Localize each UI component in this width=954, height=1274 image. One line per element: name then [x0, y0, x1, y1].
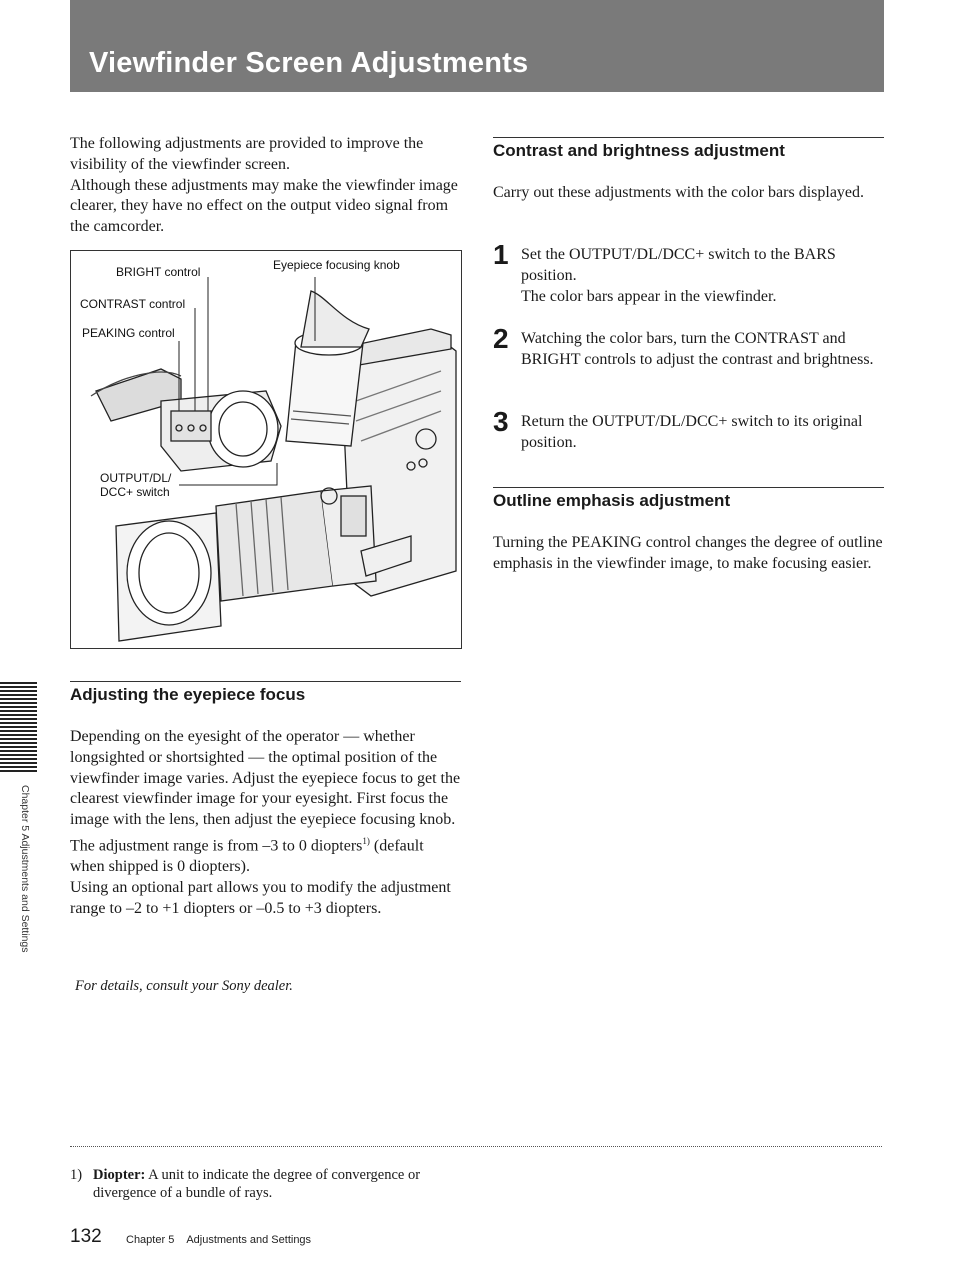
step-3	[493, 406, 885, 454]
outline-section-heading: Outline emphasis adjustment	[493, 487, 884, 511]
contrast-section-heading: Contrast and brightness adjustment	[493, 137, 884, 161]
eyepiece-paragraph-1-text: Depending on the eyesight of the operator — whether longsighted or shortsighted — the optimal position of the viewfinder image varies. Adjust the eyepiece focus to get the clearest viewfinder image for your eyesight. First focus the image with the lens, then adjust the eyepiece focusing knob. The adjustment range is from –3 to 0 diopters	[70, 728, 461, 855]
step-number: 3	[493, 406, 509, 437]
eyepiece-paragraph-1-tail: (default when shipped is 0 diopters).	[70, 837, 424, 876]
step-result: The color bars appear in the viewfinder.	[521, 287, 777, 305]
peaking-control-label: PEAKING control	[82, 326, 175, 340]
outline-section-body: Turning the PEAKING control changes the degree of outline emphasis in the viewfinder image, to make focusing easier.	[493, 534, 883, 572]
contrast-section-intro: Carry out these adjustments with the color bars displayed.	[493, 184, 865, 201]
output-switch-label	[100, 471, 171, 499]
contrast-control-label: CONTRAST control	[80, 297, 186, 311]
footer-chapter-title: Adjustments and Settings	[186, 1234, 312, 1246]
footer-chapter	[126, 1234, 311, 1246]
camcorder-figure	[70, 250, 462, 649]
chapter-side-label: Chapter 5 Adjustments and Settings	[19, 785, 31, 953]
eyepiece-knob-label: Eyepiece focusing knob	[273, 258, 400, 272]
step-text: Watching the color bars, turn the CONTRAST and BRIGHT controls to adjust the contrast and brightness.	[521, 330, 874, 368]
step-1	[493, 239, 885, 307]
step-number: 2	[493, 323, 509, 354]
footnote-term: Diopter:	[93, 1167, 146, 1183]
step-text: Set the OUTPUT/DL/DCC+ switch to the BARS position.	[521, 246, 836, 284]
footnote-number: 1)	[70, 1167, 83, 1183]
footnote-body	[93, 1166, 470, 1202]
intro-paragraph-1: The following adjustments are provided to improve the visibility of the viewfinder screen.	[70, 135, 424, 173]
page-number: 132	[70, 1226, 102, 1247]
dealer-note: For details, consult your Sony dealer.	[75, 978, 293, 994]
title-bar	[70, 0, 884, 92]
footnote-separator	[70, 1146, 882, 1147]
eyepiece-section-body	[70, 727, 462, 920]
intro-paragraph-2: Although these adjustments may make the viewfinder image clearer, they have no effect on the output video signal from the camcorder.	[70, 176, 458, 236]
step-number: 1	[493, 239, 509, 270]
footnote	[70, 1166, 470, 1202]
chapter-tab-marker	[0, 682, 37, 774]
eyepiece-section-heading: Adjusting the eyepiece focus	[70, 681, 461, 705]
output-switch-label-line-1: OUTPUT/DL/	[100, 471, 172, 485]
footer-chapter-number: Chapter 5	[126, 1234, 175, 1246]
output-switch-label-line-2: DCC+ switch	[100, 485, 170, 499]
eyepiece-paragraph-2: Using an optional part allows you to modify the adjustment range to –2 to +1 diopters or –0.5 to +3 diopters.	[70, 878, 451, 917]
footnote-definition: A unit to indicate the degree of convergence or divergence of a bundle of rays.	[93, 1167, 421, 1201]
eyepiece-paragraph-1	[70, 727, 462, 878]
intro-text	[70, 134, 465, 238]
bright-control-label: BRIGHT control	[116, 265, 201, 279]
page-title: Viewfinder Screen Adjustments	[89, 47, 529, 79]
step-text: Return the OUTPUT/DL/DCC+ switch to its original position.	[521, 413, 863, 451]
diopter-footnote-ref: 1)	[362, 835, 370, 846]
step-2	[493, 323, 885, 371]
